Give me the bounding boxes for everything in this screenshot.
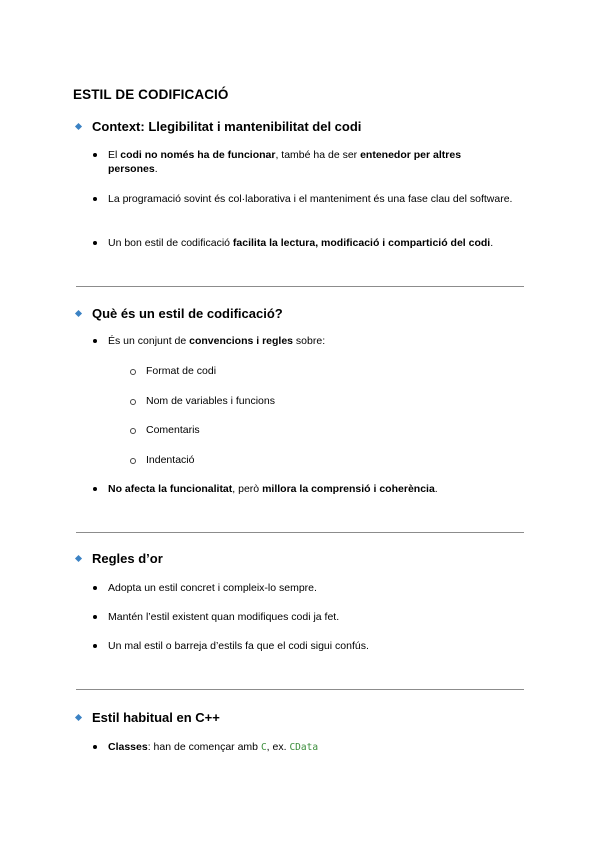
text-run: La programació sovint és col·laborativa i el manteniment és una fase clau del software.: [108, 193, 513, 205]
text-run: sobre:: [293, 335, 326, 347]
sub-list-item: [130, 394, 550, 408]
text-run: .: [434, 483, 438, 495]
sub-item-text: Comentaris: [146, 424, 200, 436]
list-item: [93, 148, 513, 176]
section-heading-text: Estil habitual en C++: [92, 710, 220, 725]
inline-code: CData: [289, 742, 319, 753]
diamond-bullet-icon: [75, 123, 82, 130]
inline-code: C: [260, 742, 267, 753]
bullet-icon: [93, 241, 97, 245]
list-item: [93, 740, 513, 755]
section-heading-context: [76, 119, 361, 134]
divider: [76, 689, 524, 690]
section-heading-golden-rules: [76, 551, 163, 566]
diamond-bullet-icon: [75, 310, 82, 317]
text-run: , també ha de ser: [275, 149, 361, 161]
bullet-icon: [93, 153, 97, 157]
section-heading-text: Context: Llegibilitat i mantenibilitat del codi: [92, 119, 362, 134]
section-heading-text: Regles d’or: [92, 551, 163, 566]
sub-list-item: [130, 453, 550, 467]
bullet-icon: [93, 197, 97, 201]
text-run: Un bon estil de codificació: [108, 237, 233, 249]
bullet-icon: [93, 586, 97, 590]
text-run: Un mal estil o barreja d’estils fa que el codi sigui confús.: [108, 640, 369, 652]
list-item: [93, 482, 513, 496]
text-run: , ex.: [266, 741, 290, 753]
bold-text: entenedor per altres persones: [108, 149, 462, 175]
text-run: És un conjunt de: [108, 335, 190, 347]
text-run: : han de començar amb: [147, 741, 261, 753]
text-run: Mantén l’estil existent quan modifiques codi ja fet.: [108, 611, 340, 623]
hollow-bullet-icon: [130, 369, 136, 375]
bullet-icon: [93, 745, 97, 749]
list-item: [93, 581, 513, 595]
hollow-bullet-icon: [130, 458, 136, 464]
divider: [76, 532, 524, 533]
bold-text: facilita la lectura, modificació i compartició del codi: [232, 237, 491, 249]
bold-text: No afecta la funcionalitat: [108, 483, 233, 495]
list-item: [93, 610, 513, 624]
divider: [76, 286, 524, 287]
document-title: ESTIL DE CODIFICACIÓ: [73, 87, 229, 102]
hollow-bullet-icon: [130, 399, 136, 405]
sub-list-item: [130, 423, 550, 437]
sub-item-text: Indentació: [146, 454, 195, 466]
section-heading-cpp-style: [76, 710, 220, 725]
diamond-bullet-icon: [75, 555, 82, 562]
text-run: El: [108, 149, 121, 161]
list-item: [93, 334, 513, 348]
text-run: .: [490, 237, 494, 249]
sub-list-item: [130, 364, 550, 378]
list-item: [93, 236, 513, 250]
hollow-bullet-icon: [130, 428, 136, 434]
bold-text: millora la comprensió i coherència: [262, 483, 435, 495]
text-run: Adopta un estil concret i compleix-lo sempre.: [108, 582, 317, 594]
bullet-icon: [93, 339, 97, 343]
sub-item-text: Format de codi: [146, 365, 217, 377]
bullet-icon: [93, 615, 97, 619]
bold-text: Classes: [108, 741, 148, 753]
sub-item-text: Nom de variables i funcions: [146, 395, 275, 407]
text-run: .: [154, 163, 158, 175]
section-heading-style: [76, 306, 283, 321]
bullet-icon: [93, 644, 97, 648]
list-item: [93, 192, 513, 206]
section-heading-text: Què és un estil de codificació?: [92, 306, 283, 321]
text-run: , però: [232, 483, 263, 495]
bold-text: codi no només ha de funcionar: [120, 149, 276, 161]
diamond-bullet-icon: [75, 714, 82, 721]
bullet-icon: [93, 487, 97, 491]
list-item: [93, 639, 513, 653]
bold-text: convencions i regles: [189, 335, 294, 347]
